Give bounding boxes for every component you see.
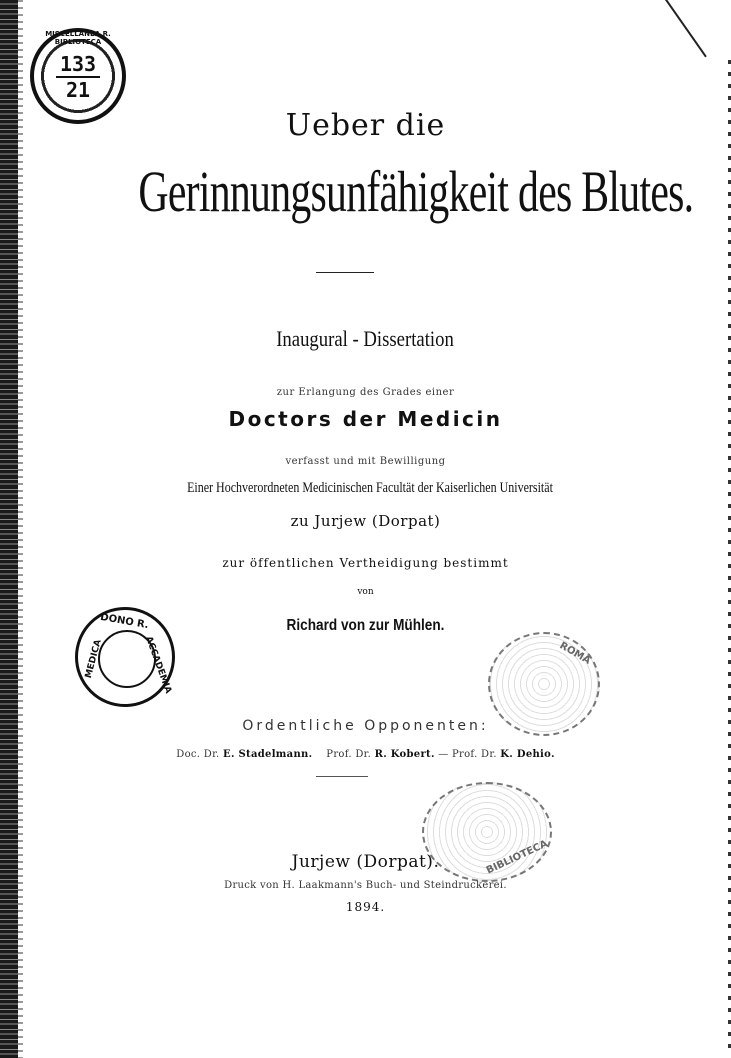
- title-line-2: Gerinnungsunfähigkeit des Blutes.: [138, 159, 694, 224]
- library-number-top: 133: [59, 52, 97, 76]
- opponent-title: Prof. Dr.: [326, 749, 372, 760]
- title-divider: [316, 272, 374, 273]
- imprint-year: 1894.: [345, 900, 386, 914]
- biblioteca-stamp-text: BIBLIOTECA: [484, 838, 550, 877]
- faculty-line: Einer Hochverordneten Medicinischen Facultät der Kaiserlichen Universität: [187, 480, 553, 496]
- verfasst-line: verfasst und mit Bewilligung: [285, 456, 446, 467]
- library-number-bottom: 21: [65, 78, 91, 102]
- corner-fold-line: [665, 0, 707, 57]
- opponent-name: E. Stadelmann.: [223, 749, 313, 760]
- erlangung-line: zur Erlangung des Grades einer: [276, 387, 455, 398]
- dono-stamp-text: DONO R.: [99, 611, 150, 632]
- opponents-list: Doc. Dr. E. Stadelmann. Prof. Dr. R. Kobert. — Prof. Dr. K. Dehio.: [176, 749, 555, 760]
- title-line-1: Ueber die: [285, 108, 446, 143]
- medica-stamp-text: MEDICA: [83, 638, 104, 680]
- opponent-title: Prof. Dr.: [452, 749, 497, 760]
- opponents-heading: Ordentliche Opponenten:: [242, 718, 489, 734]
- opponent-name: R. Kobert.: [374, 749, 435, 760]
- library-stamp-ring-text: MISCELLANEA R. BIBLIOTECA: [45, 30, 111, 46]
- opponents-divider: [316, 776, 368, 777]
- purpose-line: zur öffentlichen Vertheidigung bestimmt: [222, 556, 509, 570]
- roma-stamp-text: ROMA: [557, 640, 593, 667]
- dono-accademia-stamp: [75, 607, 175, 707]
- opponent-title: Doc. Dr.: [176, 749, 220, 760]
- imprint-printer: Druck von H. Laakmann's Buch- und Steindruckerei.: [224, 880, 507, 891]
- von-line: von: [357, 587, 374, 597]
- accademia-stamp-text: ACCADEMIA: [143, 635, 173, 695]
- imprint-city: Jurjew (Dorpat).: [291, 852, 440, 872]
- dissertation-heading: Inaugural - Dissertation: [276, 326, 454, 351]
- degree-heading: Doctors der Medicin: [228, 407, 503, 431]
- place-line: zu Jurjew (Dorpat): [290, 512, 441, 530]
- opponent-name: K. Dehio.: [500, 749, 555, 760]
- author-name: Richard von zur Mühlen.: [286, 617, 445, 634]
